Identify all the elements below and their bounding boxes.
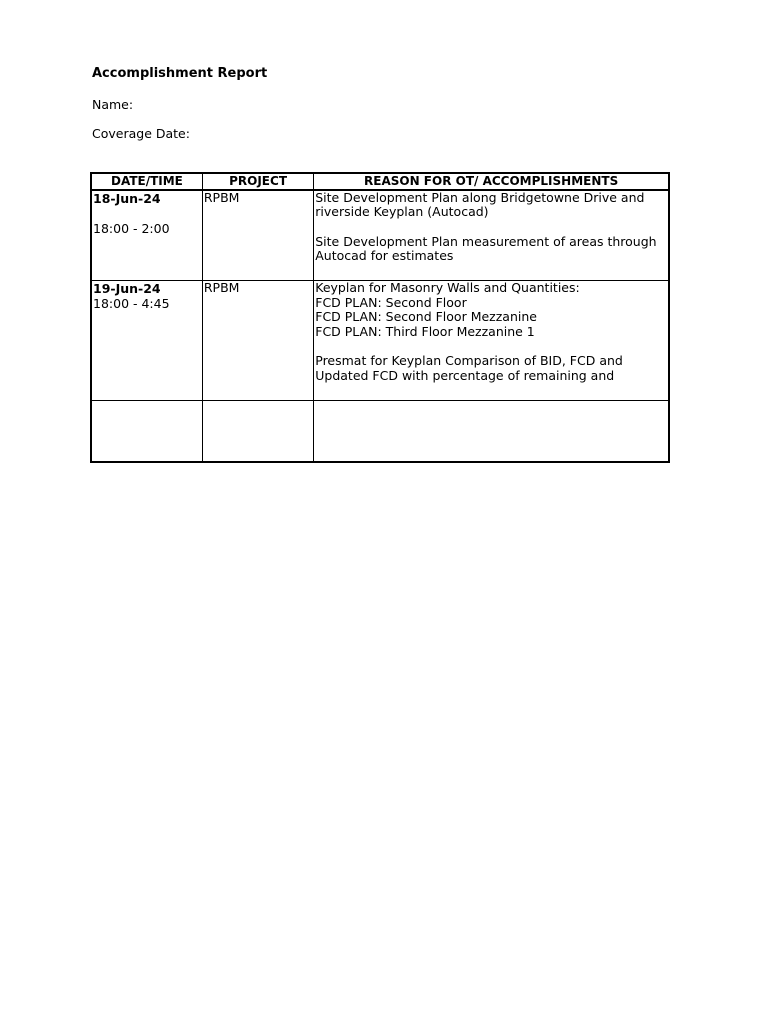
project-cell (202, 401, 313, 463)
table-row (91, 190, 669, 281)
report-title: Accomplishment Report (92, 66, 268, 81)
name-label: Name: (92, 97, 134, 112)
reason-line: FCD PLAN: Second Floor (315, 294, 467, 310)
reason-line: Keyplan for Masonry Walls and Quantities: (315, 281, 580, 295)
reason-line: Autocad for estimates (315, 247, 454, 263)
reason-cell (314, 281, 669, 401)
reason-line: Updated FCD with percentage of remaining and (315, 367, 615, 383)
row-time: 18:00 - 2:00 (93, 220, 170, 236)
row-date: 19-Jun-24 (93, 281, 161, 296)
row-project: RPBM (203, 281, 240, 295)
reason-line: FCD PLAN: Second Floor Mezzanine (315, 309, 537, 324)
row-date: 18-Jun-24 (93, 191, 161, 206)
reason-line: Site Development Plan measurement of areas through (315, 234, 657, 249)
reason-line: riverside Keyplan (Autocad) (315, 203, 489, 219)
date-time-cell (91, 401, 202, 463)
header-project: PROJECT (202, 173, 313, 190)
table-row (91, 401, 669, 463)
date-time-cell (91, 190, 202, 281)
header-date-time: DATE/TIME (91, 173, 202, 190)
table-row (91, 281, 669, 401)
header-reason: REASON FOR OT/ ACCOMPLISHMENTS (314, 173, 669, 190)
row-project: RPBM (203, 191, 240, 205)
reason-line: Presmat for Keyplan Comparison of BID, FCD and (315, 353, 623, 368)
accomplishment-table (90, 172, 670, 463)
reason-line: FCD PLAN: Third Floor Mezzanine 1 (315, 323, 535, 339)
coverage-date-label: Coverage Date: (92, 126, 190, 141)
project-cell (202, 190, 313, 281)
reason-line: Site Development Plan along Bridgetowne Drive and (315, 191, 645, 205)
row-time: 18:00 - 4:45 (93, 295, 170, 311)
reason-cell (314, 401, 669, 463)
table-header-row (91, 173, 669, 190)
project-cell (202, 281, 313, 401)
reason-cell (314, 190, 669, 281)
date-time-cell (91, 281, 202, 401)
